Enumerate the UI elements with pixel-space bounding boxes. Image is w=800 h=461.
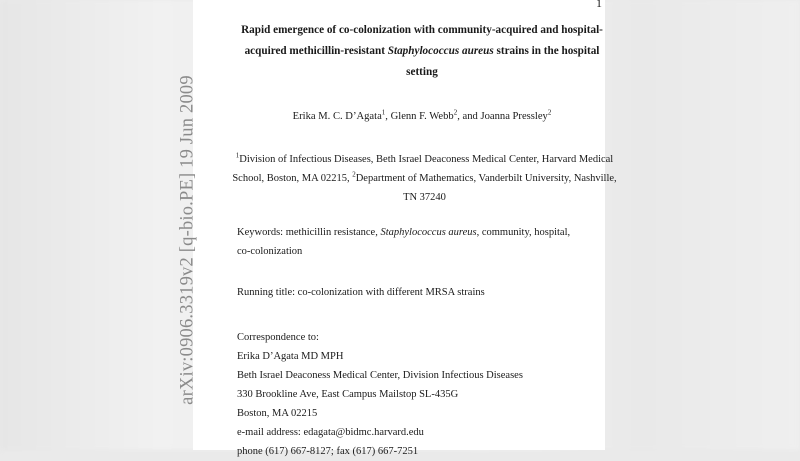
correspondence-institution: Beth Israel Deaconess Medical Center, Division Infectious Diseases: [237, 370, 523, 381]
correspondence-block: [237, 328, 597, 461]
correspondence-city: Boston, MA 02215: [237, 408, 318, 419]
author-3: , and Joanna Pressley: [457, 111, 548, 122]
page-number: 1: [596, 0, 602, 10]
title-text-part2: strains in the hospital setting: [406, 45, 600, 78]
running-title: Running title: co-colonization with different MRSA strains: [237, 287, 485, 298]
keywords-label: Keywords: methicillin resistance,: [237, 227, 381, 238]
author-2: , Glenn F. Webb: [385, 111, 454, 122]
keywords-italic-species: Staphylococcus aureus: [380, 227, 477, 238]
correspondence-email: e-mail address: edagata@bidmc.harvard.edu: [237, 427, 424, 438]
correspondence-heading: Correspondence to:: [237, 332, 319, 343]
affil-1-text: Division of Infectious Diseases, Beth Israel Deaconess Medical Center, Harvard Medical School, Boston, MA 02215,: [232, 154, 614, 184]
author-1: Erika M. C. D’Agata: [292, 111, 382, 122]
author-1-affil-marker: 1: [381, 108, 386, 117]
title-italic-species: Staphylococcus aureus: [387, 45, 494, 57]
affiliations: [232, 150, 617, 207]
author-list: [237, 109, 607, 125]
correspondence-phone: phone (617) 667-8127; fax (617) 667-7251: [237, 446, 419, 457]
paper-title: [237, 20, 607, 83]
keywords: [237, 223, 582, 261]
affil-2-marker: 2: [352, 170, 356, 179]
affil-1-marker: 1: [235, 151, 240, 160]
author-2-affil-marker: 2: [453, 108, 458, 117]
keywords-rest: , community, hospital, co-colonization: [237, 227, 571, 257]
author-3-affil-marker: 2: [547, 108, 552, 117]
correspondence-address: 330 Brookline Ave, East Campus Mailstop SL-435G: [237, 389, 459, 400]
arxiv-identifier-stamp: arXiv:0906.3319v2 [q-bio.PE] 19 Jun 2009: [177, 75, 198, 405]
correspondence-name: Erika D’Agata MD MPH: [237, 351, 344, 362]
affil-2-text: Department of Mathematics, Vanderbilt University, Nashville, TN 37240: [355, 173, 617, 203]
title-text-part1: Rapid emergence of co-colonization with community-acquired and hospital-acquired methicillin-resistant: [241, 24, 603, 57]
